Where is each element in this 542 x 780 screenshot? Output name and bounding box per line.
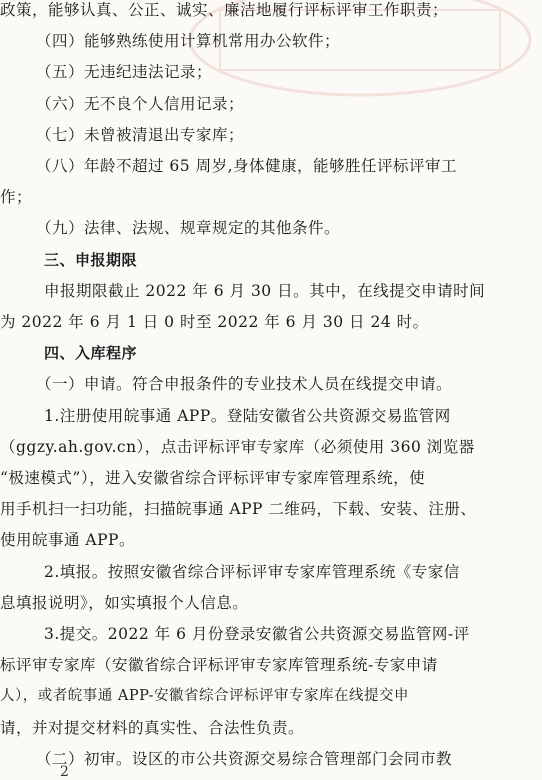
- text-line: 为 2022 年 6 月 1 日 0 时至 2022 年 6 月 30 日 24 时。: [0, 313, 429, 331]
- text-line: 3.提交。2022 年 6 月份登录安徽省公共资源交易监管网-评: [44, 625, 470, 643]
- text-line: 政策，能够认真、公正、诚实、廉洁地履行评标评审工作职责；: [0, 1, 449, 19]
- page-number: 2: [60, 764, 69, 780]
- text-line: （九）法律、法规、规章规定的其他条件。: [36, 219, 341, 238]
- text-line: 2.填报。按照安徽省综合评标评审专家库管理系统《专家信: [44, 562, 460, 581]
- text-line: 请，并对提交材料的真实性、合法性负责。: [0, 718, 305, 737]
- text-line: （八）年龄不超过 65 周岁,身体健康，能够胜任评标评审工: [36, 157, 458, 175]
- section-heading: 三、申报期限: [44, 250, 138, 269]
- text-line: 息填报说明》，如实填报个人信息。: [0, 593, 249, 612]
- text-line: “极速模式”），进入安徽省综合评标评审专家库管理系统，使: [0, 469, 426, 487]
- text-line: 申报期限截止 2022 年 6 月 30 日。其中，在线提交申请时间: [44, 281, 486, 300]
- text-line: 人），或者皖事通 APP-安徽省综合评标评审专家库在线提交申: [0, 688, 409, 705]
- text-line: （ggzy.ah.gov.cn），点击评标评审专家库（必须使用 360 浏览器: [0, 437, 475, 456]
- text-line: 作；: [0, 188, 33, 207]
- text-line: 用手机扫一扫功能，扫描皖事通 APP 二维码，下载、安装、注册、: [0, 500, 477, 519]
- text-line: 1.注册使用皖事通 APP。登陆安徽省公共资源交易监管网: [44, 406, 451, 425]
- text-line: （七）未曾被清退出专家库；: [36, 125, 245, 144]
- subsection-line: （一）申请。符合申报条件的专业技术人员在线提交申请。: [36, 375, 453, 394]
- text-line: （六）无不良个人信用记录；: [36, 94, 245, 113]
- text-line: （五）无违纪违法记录；: [36, 63, 213, 82]
- text-line: （四）能够熟练使用计算机常用办公软件；: [36, 32, 341, 51]
- text-line: 使用皖事通 APP。: [0, 531, 135, 550]
- section-heading: 四、入库程序: [44, 344, 138, 363]
- text-line: 标评审专家库（安徽省综合评标评审专家库管理系统-专家申请: [0, 656, 438, 675]
- subsection-line: （二）初审。设区的市公共资源交易综合管理部门会同市教: [36, 749, 453, 768]
